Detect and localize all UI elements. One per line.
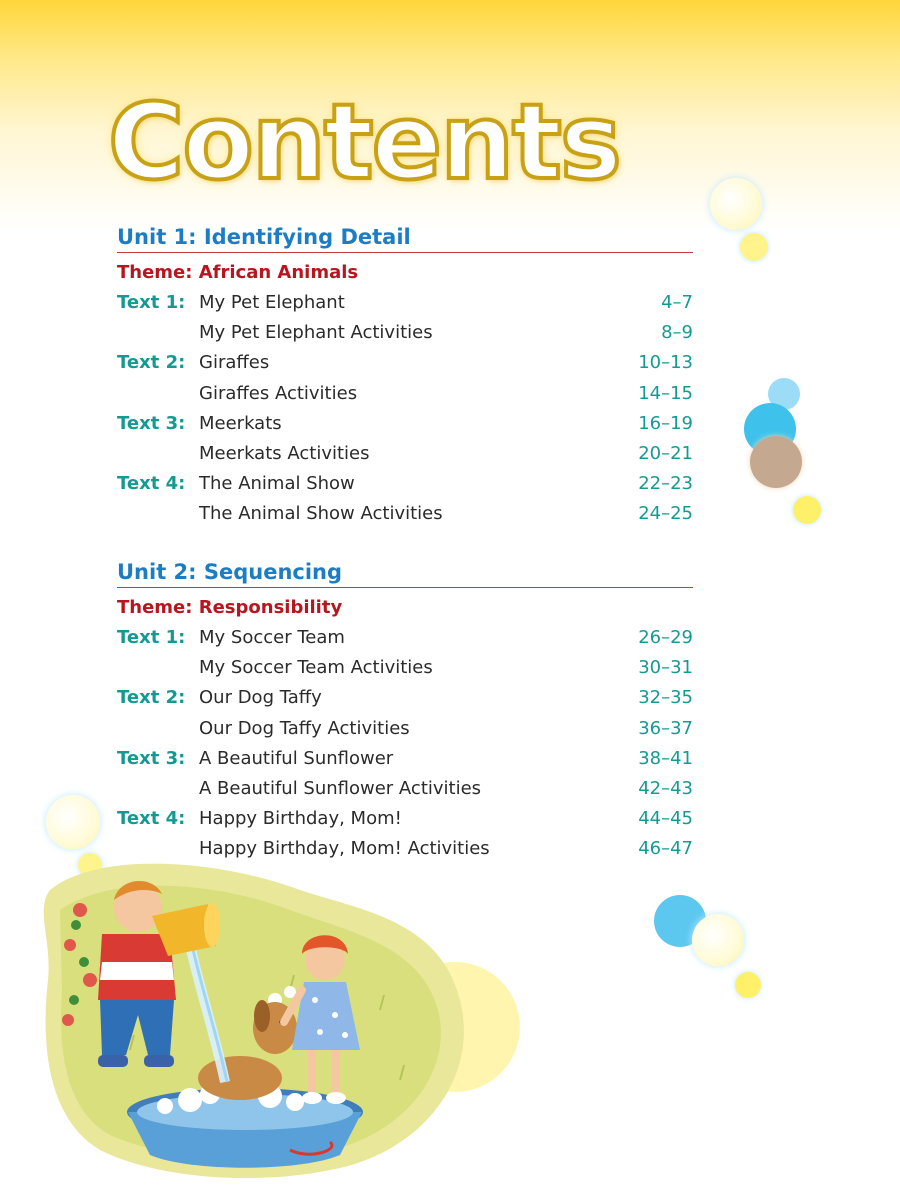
unit-1-section <box>117 222 693 530</box>
page-range: 38–41 <box>638 747 693 769</box>
decorative-bubble <box>46 795 100 849</box>
toc-row[interactable] <box>117 774 693 804</box>
page-range: 10–13 <box>638 352 693 374</box>
text-label: Text 2: <box>117 687 186 709</box>
text-label: Text 4: <box>117 473 186 495</box>
decorative-bubble <box>740 233 768 261</box>
toc-row[interactable] <box>117 653 693 683</box>
entry-title: Happy Birthday, Mom! Activities <box>199 838 490 860</box>
entry-title: My Pet Elephant Activities <box>199 322 433 344</box>
toc-row[interactable] <box>117 804 693 834</box>
text-label: Text 2: <box>117 352 186 374</box>
toc-row[interactable] <box>117 318 693 348</box>
toc-row[interactable] <box>117 439 693 469</box>
page-range: 46–47 <box>638 838 693 860</box>
page-range: 22–23 <box>638 473 693 495</box>
page-range: 32–35 <box>638 687 693 709</box>
page-range: 20–21 <box>638 442 693 464</box>
page-range: 8–9 <box>661 322 693 344</box>
entry-title: The Animal Show Activities <box>199 503 443 525</box>
page-range: 26–29 <box>638 627 693 648</box>
entry-title: Our Dog Taffy <box>199 687 322 709</box>
toc-row[interactable] <box>117 469 693 499</box>
text-label: Text 4: <box>117 808 186 830</box>
text-label: Text 1: <box>117 627 186 648</box>
toc-row[interactable] <box>117 623 693 653</box>
page-range: 42–43 <box>638 777 693 799</box>
toc-row[interactable] <box>117 714 693 744</box>
page-range: 30–31 <box>638 657 693 679</box>
page-title: Contents <box>108 81 620 203</box>
text-label: Text 1: <box>117 292 186 313</box>
entry-title: My Pet Elephant <box>199 292 345 313</box>
theme-title: Theme: Responsibility <box>117 597 343 618</box>
decorative-bubble <box>710 178 762 230</box>
children-washing-dog-illustration <box>40 850 520 1180</box>
decorative-bubble <box>692 914 744 966</box>
entry-title: Meerkats Activities <box>199 442 370 464</box>
page-range: 4–7 <box>661 292 693 313</box>
text-label: Text 3: <box>117 747 186 769</box>
entry-title: Our Dog Taffy Activities <box>199 717 410 739</box>
decorative-bubble <box>735 972 761 998</box>
toc-row[interactable] <box>117 288 693 318</box>
entry-title: My Soccer Team <box>199 627 345 648</box>
entry-title: Giraffes <box>199 352 270 374</box>
entry-title: A Beautiful Sunflower <box>199 747 394 769</box>
page-range: 24–25 <box>638 503 693 525</box>
toc-row[interactable] <box>117 744 693 774</box>
entry-title: A Beautiful Sunflower Activities <box>199 777 482 799</box>
entry-title: Meerkats <box>199 412 282 434</box>
entry-title: The Animal Show <box>199 473 355 495</box>
page-range: 16–19 <box>638 412 693 434</box>
unit-title: Unit 2: Sequencing <box>117 557 693 588</box>
decorative-bubble <box>750 436 802 488</box>
page-range: 44–45 <box>638 808 693 830</box>
entry-title: My Soccer Team Activities <box>199 657 433 679</box>
unit-title: Unit 1: Identifying Detail <box>117 222 693 253</box>
entry-title: Happy Birthday, Mom! <box>199 808 402 830</box>
theme-title: Theme: African Animals <box>117 262 359 283</box>
toc-row[interactable] <box>117 379 693 409</box>
toc-row[interactable] <box>117 348 693 378</box>
page-range: 36–37 <box>638 717 693 739</box>
toc-row[interactable] <box>117 499 693 529</box>
text-label: Text 3: <box>117 412 186 434</box>
page-range: 14–15 <box>638 382 693 404</box>
toc-row[interactable] <box>117 683 693 713</box>
decorative-bubble <box>793 496 821 524</box>
entry-title: Giraffes Activities <box>199 382 358 404</box>
unit-2-section <box>117 557 693 865</box>
toc-row[interactable] <box>117 409 693 439</box>
